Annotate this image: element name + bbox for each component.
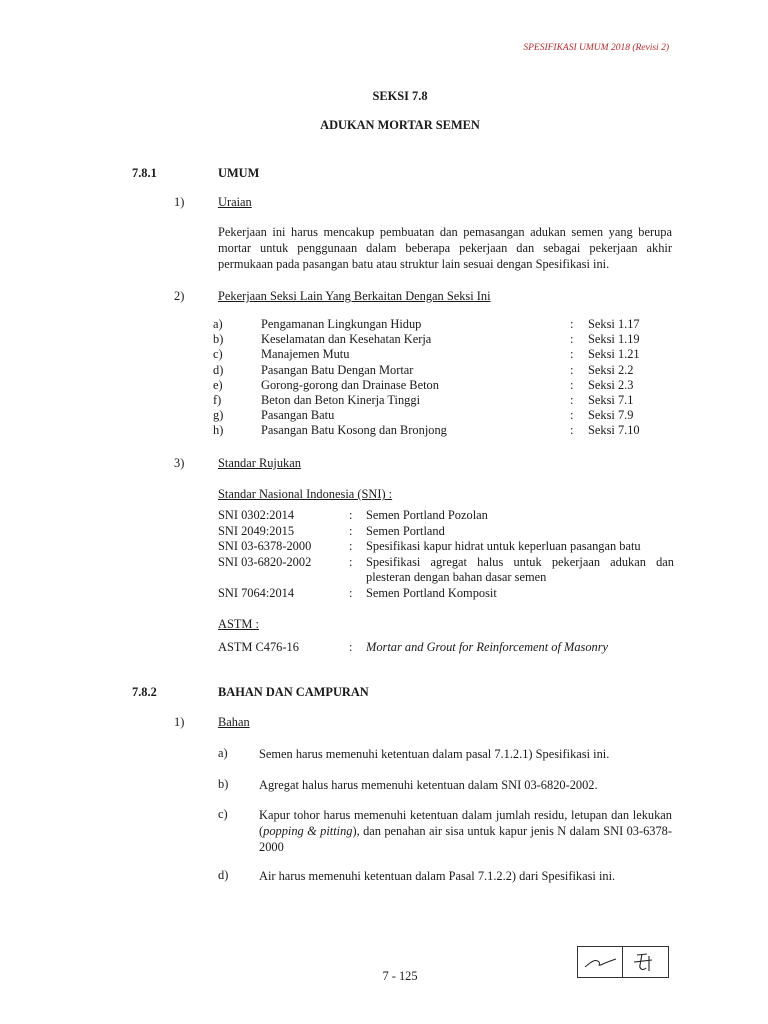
- list-item: a) Pengamanan Lingkungan Hidup : Seksi 1.17: [213, 317, 640, 331]
- list-item: g) Pasangan Batu : Seksi 7.9: [213, 408, 634, 423]
- section-heading-umum: UMUM: [218, 166, 260, 180]
- item-number: 1): [174, 715, 185, 729]
- standard-row: SNI 03-6378-2000 : Spesifikasi kapur hidrat untuk keperluan pasangan batu: [218, 539, 641, 553]
- list-letter: c): [218, 807, 228, 821]
- bahan-item-b: Agregat halus harus memenuhi ketentuan dalam SNI 03-6820-2002.: [259, 778, 598, 792]
- item-number: 2): [174, 289, 185, 303]
- standard-row: SNI 0302:2014 : Semen Portland Pozolan: [218, 508, 488, 522]
- subheading-related-sections: Pekerjaan Seksi Lain Yang Berkaitan Dengan Seksi Ini: [218, 289, 491, 303]
- bahan-item-a: Semen harus memenuhi ketentuan dalam pasal 7.1.2.1) Spesifikasi ini.: [259, 747, 610, 761]
- sni-heading: Standar Nasional Indonesia (SNI) :: [218, 487, 393, 501]
- signature-mark-icon: [584, 954, 618, 970]
- standard-row: ASTM C476-16 : Mortar and Grout for Reinforcement of Masonry: [218, 640, 609, 654]
- list-letter: a): [218, 746, 228, 760]
- standard-row: SNI 7064:2014 : Semen Portland Komposit: [218, 585, 497, 600]
- item-number: 3): [174, 456, 185, 470]
- section-subtitle: ADUKAN MORTAR SEMEN: [320, 118, 480, 132]
- section-number-781: 7.8.1: [132, 166, 157, 180]
- list-item: e) Gorong-gorong dan Drainase Beton : Seksi 2.3: [213, 377, 634, 392]
- uraian-paragraph: Pekerjaan ini harus mencakup pembuatan dan pemasangan adukan semen yang berupa mortar untuk penggunaan dalam beberapa pekerjaan dan sebagai pekerjaan akhir permukaan pada pasangan batu atau struktur lain sesuai dengan Spesifikasi ini.: [218, 225, 672, 271]
- list-item: d) Pasangan Batu Dengan Mortar : Seksi 2.2: [213, 362, 634, 377]
- bahan-item-c: Kapur tohor harus memenuhi ketentuan dalam jumlah residu, letupan dan lekukan (popping & pitting), dan penahan air sisa untuk kapur jenis N dalam SNI 03-6378-2000: [259, 808, 672, 854]
- list-item: f) Beton dan Beton Kinerja Tinggi : Seksi 7.1: [213, 392, 634, 407]
- section-heading-bahan-campuran: BAHAN DAN CAMPURAN: [218, 685, 369, 699]
- running-header: SPESIFIKASI UMUM 2018 (Revisi 2): [523, 43, 669, 53]
- section-title: SEKSI 7.8: [372, 89, 428, 103]
- standard-row: SNI 2049:2015 : Semen Portland: [218, 523, 445, 538]
- page-number: 7 - 125: [382, 969, 418, 983]
- sni-standards-list: [218, 508, 674, 601]
- section-number-782: 7.8.2: [132, 685, 157, 699]
- subheading-standar-rujukan: Standar Rujukan: [218, 456, 301, 470]
- list-item: h) Pasangan Batu Kosong dan Bronjong : Seksi 7.10: [213, 423, 640, 438]
- item-number: 1): [174, 195, 185, 209]
- astm-heading: ASTM :: [218, 617, 259, 631]
- standard-row: SNI 03-6820-2002 : Spesifikasi agregat halus untuk pekerjaan adukan dan plesteran dengan bahan dasar semen: [218, 554, 674, 584]
- list-letter: d): [218, 868, 229, 882]
- related-sections-list: [213, 317, 683, 439]
- list-item: c) Manajemen Mutu : Seksi 1.21: [213, 347, 640, 362]
- bahan-item-d: Air harus memenuhi ketentuan dalam Pasal 7.1.2.2) dari Spesifikasi ini.: [259, 869, 616, 883]
- subheading-uraian: Uraian: [218, 195, 252, 209]
- list-item: b) Keselamatan dan Kesehatan Kerja : Seksi 1.19: [213, 332, 640, 347]
- list-letter: b): [218, 777, 229, 791]
- astm-standards-list: [218, 640, 674, 656]
- subheading-bahan: Bahan: [218, 715, 250, 729]
